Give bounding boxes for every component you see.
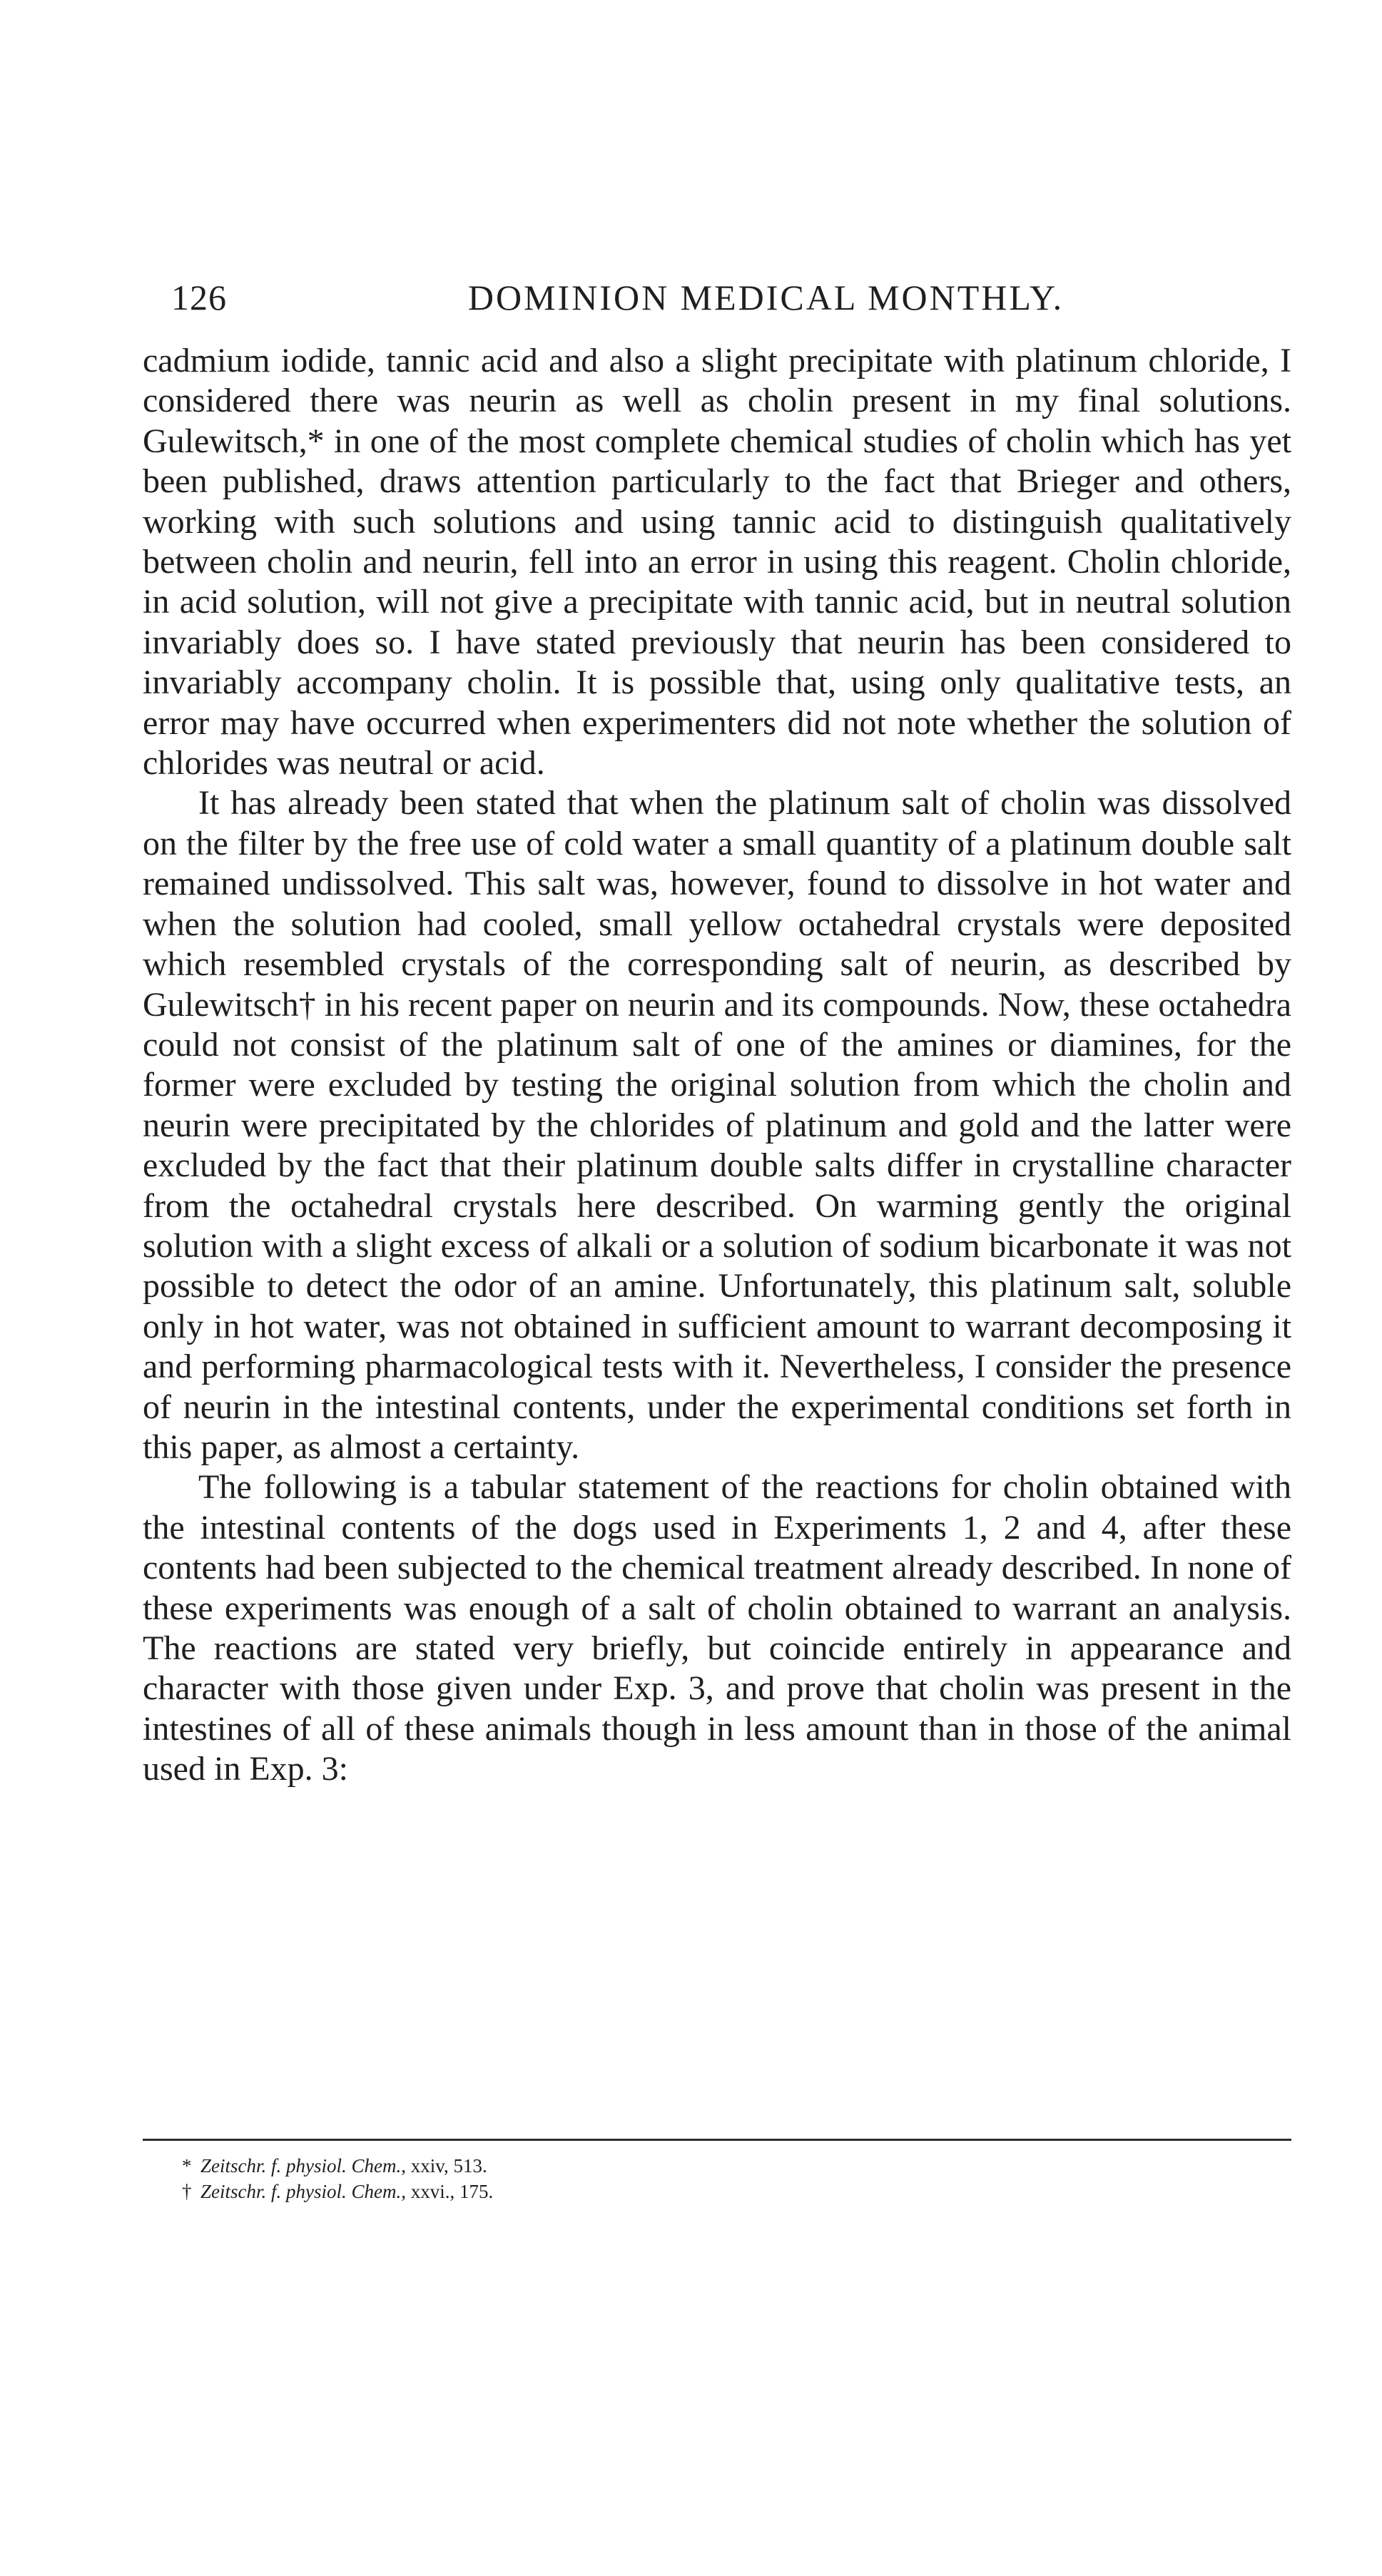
footnote-1 [182, 2153, 1252, 2179]
page-number: 126 [171, 278, 227, 317]
running-head: DOMINION MEDICAL MONTHLY. [467, 278, 1065, 317]
page-header [171, 277, 1332, 320]
footnote-mark: † [182, 2181, 192, 2202]
article-body [143, 341, 1291, 1790]
footnote-mark: * [182, 2155, 192, 2177]
footnote-journal: Zeitschr. f. physiol. Chem. [200, 2155, 402, 2177]
paragraph-3: The following is a tabular statement of the reactions for cholin obtained with the intestinal contents of the dogs used in Experiments 1, 2 and 4, after these contents had been subjected to the chemical treatment already described. In none of these experiments was enough of a salt of cholin obtained to warrant an analysis. The reactions are stated very briefly, but coincide entirely in appearance and character with those given under Exp. 3, and prove that cholin was present in the intestines of all of these animals though in less amount than in those of the animal used in Exp. 3: [143, 1468, 1291, 1788]
footnote-journal: Zeitschr. f. physiol. Chem. [200, 2181, 402, 2202]
paragraph-2: It has already been stated that when the platinum salt of cholin was dissolved on the filter by the free use of cold water a small quantity of a platinum double salt remained undissolved. This salt was, however, found to dissolve in hot water and when the solution had cooled, small yellow octahedral crystals were deposited which resembled crystals of the corresponding salt of neurin, as described by Gulewitsch† in his recent paper on neurin and its compounds. Now, these octahedra could not consist of the platinum salt of one of the amines or diamines, for the former were excluded by testing the original solution from which the cholin and neurin were precipitated by the chlorides of platinum and gold and the latter were excluded by the fact that their platinum double salts differ in crystalline character from the octahedral crystals here described. On warming gently the original solution with a slight excess of alkali or a solution of sodium bicarbonate it was not possible to detect the odor of an amine. Unfortunately, this platinum salt, soluble only in hot water, was not obtained in sufficient amount to warrant decomposing it and performing pharmacological tests with it. Nevertheless, I consider the presence of neurin in the intestinal contents, under the experimental conditions set forth in this paper, as almost a certainty. [143, 784, 1291, 1466]
paragraph-1: cadmium iodide, tannic acid and also a slight precipitate with platinum chloride, I considered there was neurin as well as cholin present in my final solutions. Gulewitsch,* in one of the most complete chemical studies of cholin which has yet been published, draws attention particularly to the fact that Brieger and others, working with such solutions and using tannic acid to distinguish qualitatively between cholin and neurin, fell into an error in using this reagent. Cholin chloride, in acid solution, will not give a precipitate with tannic acid, but in neutral solution invariably does so. I have stated previously that neurin has been considered to invariably accompany cholin. It is possible that, using only qualitative tests, an error may have occurred when experimenters did not note whether the solution of chlorides was neutral or acid. [143, 342, 1291, 783]
footnote-divider [143, 2139, 1291, 2141]
footnote-reference: , xxvi., 175. [401, 2181, 494, 2202]
footnotes [182, 2153, 1252, 2204]
footnote-reference: , xxiv, 513. [401, 2155, 487, 2177]
footnote-2 [182, 2179, 1252, 2204]
